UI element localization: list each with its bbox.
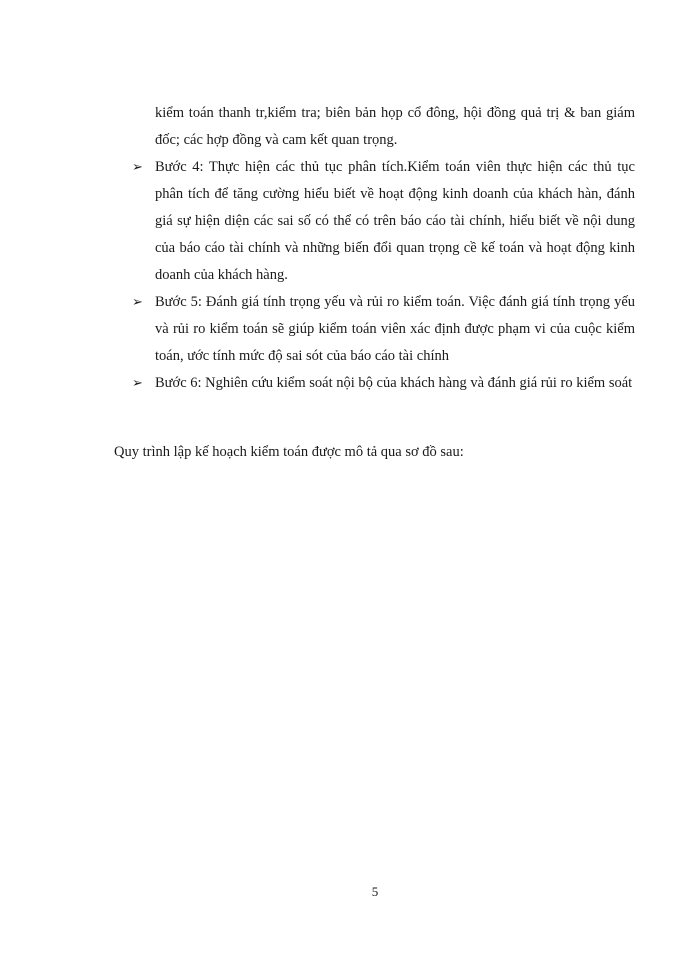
continuation-paragraph: kiểm toán thanh tr,kiểm tra; biên bản họp cổ đông, hội đồng quả trị & ban giám đốc; các hợp đồng và cam kết quan trọng. [155, 105, 635, 148]
arrow-bullet-icon: ➢ [132, 160, 143, 175]
arrow-bullet-icon: ➢ [132, 295, 143, 310]
step-6-text: Bước 6: Nghiên cứu kiểm soát nội bộ của khách hàng và đánh giá rủi ro kiểm soát [155, 375, 633, 391]
step-4-text: Bước 4: Thực hiện các thủ tục phân tích.Kiểm toán viên thực hiện các thủ tục phân tích để tăng cường hiểu biết về hoạt động kinh doanh của khách hàn, đánh giá sự hiện diện các sai số có thể có trên báo cáo tài chính, hiểu biết về nội dung của báo cáo tài chính và những biến đổi quan trọng cề kế toán và hoạt động kinh doanh của khách hàng. [155, 159, 635, 283]
list-item-step-6 [132, 370, 635, 397]
step-5-text: Bước 5: Đánh giá tính trọng yếu và rủi ro kiểm toán. Việc đánh giá tính trọng yếu và rủi ro kiểm toán sẽ giúp kiểm toán viên xác định được phạm vi của cuộc kiểm toán, ước tính mức độ sai sót của báo cáo tài chính [155, 294, 635, 364]
list-item-step-4 [132, 154, 635, 289]
step-list [132, 154, 635, 397]
list-item-step-5 [132, 289, 635, 370]
page-number: 5 [371, 884, 379, 899]
diagram-intro-text: Quy trình lập kế hoạch kiểm toán được mô tả qua sơ đồ sau: [114, 444, 464, 460]
arrow-bullet-icon: ➢ [132, 376, 143, 391]
